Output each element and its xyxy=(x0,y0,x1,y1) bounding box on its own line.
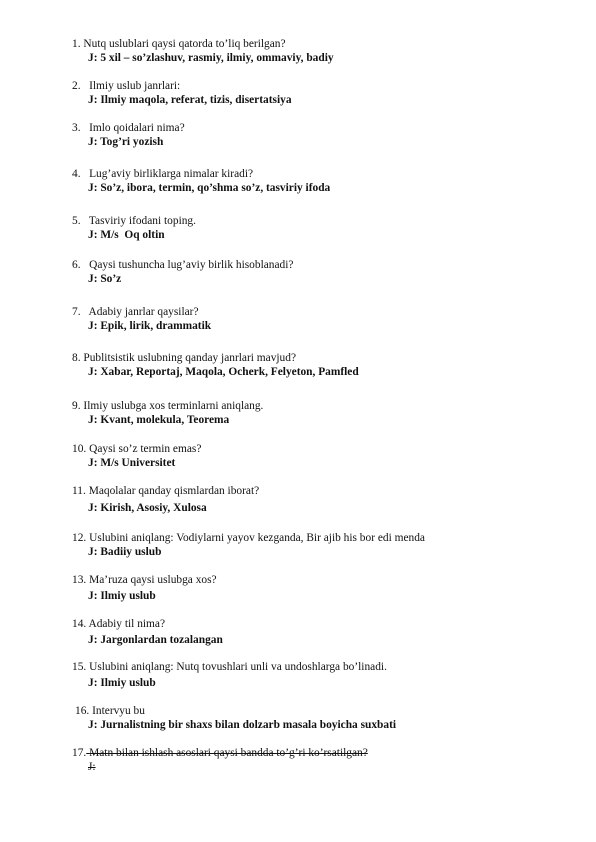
question-number: 3. xyxy=(72,122,81,134)
answer-text: J: Xabar, Reportaj, Maqola, Ocherk, Felyeton, Pamfled xyxy=(88,366,359,378)
question-label: Publitsistik uslubning qanday janrlari mavjud? xyxy=(83,352,297,364)
answer-text: J: 5 xil – so’zlashuv, rasmiy, ilmiy, ommaviy, badiy xyxy=(88,52,334,64)
question-block-9 xyxy=(72,399,572,427)
question-label: Adabiy til nima? xyxy=(88,618,166,630)
question-block-5 xyxy=(72,214,572,242)
answer-text: J: Epik, lirik, drammatik xyxy=(88,320,212,332)
question-block-3 xyxy=(72,121,572,149)
answer-text: J: Kvant, molekula, Teorema xyxy=(88,414,230,426)
question-number: 1. xyxy=(72,38,81,50)
question-block-6 xyxy=(72,258,572,286)
question-label: Ilmiy uslub janrlari: xyxy=(89,80,181,92)
question-text xyxy=(72,660,572,674)
question-text xyxy=(72,484,572,498)
question-label: Qaysi tushuncha lug’aviy birlik hisoblanadi? xyxy=(89,259,294,271)
question-block-15 xyxy=(72,660,572,690)
question-block-4 xyxy=(72,167,572,195)
answer-text: J: Badiiy uslub xyxy=(88,546,162,558)
answer-text: J: Ilmiy uslub xyxy=(88,590,156,602)
answer-text: J: So’z, ibora, termin, qo’shma so’z, tasviriy ifoda xyxy=(88,182,331,194)
answer-text: J: Ilmiy maqola, referat, tizis, disertatsiya xyxy=(88,94,292,106)
question-block-7 xyxy=(72,305,572,333)
question-number: 17. xyxy=(72,747,87,759)
question-block-14 xyxy=(72,617,572,647)
question-label: Nutq uslublari qaysi qatorda to’liq berilgan? xyxy=(83,38,286,50)
answer-text: J: Jurnalistning bir shaxs bilan dolzarb masala boyicha suxbati xyxy=(88,719,397,731)
question-text xyxy=(72,442,572,456)
question-text xyxy=(72,167,572,181)
question-block-16 xyxy=(75,704,575,732)
answer-text: J: M/s Oq oltin xyxy=(88,229,165,241)
question-block-17 xyxy=(72,746,572,774)
question-text xyxy=(72,399,572,413)
question-text xyxy=(72,305,572,319)
question-number: 12. xyxy=(72,532,87,544)
question-label: Qaysi so’z termin emas? xyxy=(89,443,202,455)
question-number: 2. xyxy=(72,80,81,92)
question-text xyxy=(72,617,572,631)
question-label: Ma’ruza qaysi uslubga xos? xyxy=(89,574,217,586)
question-number: 9. xyxy=(72,400,81,412)
question-block-13 xyxy=(72,573,572,603)
question-block-8 xyxy=(72,351,572,379)
question-number: 7. xyxy=(72,306,81,318)
question-label: Uslubini aniqlang: Nutq tovushlari unli va undoshlarga bo’linadi. xyxy=(89,661,387,673)
answer-text: J: Ilmiy uslub xyxy=(88,677,156,689)
answer-text: J: M/s Universitet xyxy=(88,457,176,469)
question-text xyxy=(72,573,572,587)
question-block-11 xyxy=(72,484,572,515)
question-label: Intervyu bu xyxy=(92,705,145,717)
question-text xyxy=(72,258,572,272)
question-block-10 xyxy=(72,442,572,470)
question-label: Matn bilan ishlash asoslari qaysi bandda to’g’ri ko’rsatilgan? xyxy=(89,747,368,759)
question-label: Tasviriy ifodani toping. xyxy=(88,215,196,227)
question-block-2 xyxy=(72,79,572,107)
question-text xyxy=(72,214,572,228)
question-text xyxy=(72,121,572,135)
question-label: Adabiy janrlar qaysilar? xyxy=(88,306,199,318)
question-label: Uslubini aniqlang: Vodiylarni yayov kezganda, Bir ajib his bor edi menda xyxy=(89,532,425,544)
question-number: 16. xyxy=(75,705,90,717)
question-number: 6. xyxy=(72,259,81,271)
answer-text: J: Jargonlardan tozalangan xyxy=(88,634,223,646)
question-number: 11. xyxy=(72,485,86,497)
question-label: Ilmiy uslubga xos terminlarni aniqlang. xyxy=(83,400,264,412)
answer-label: J: xyxy=(88,761,96,773)
question-text xyxy=(72,351,572,365)
answer-text: J: Tog’ri yozish xyxy=(88,136,164,148)
question-number: 8. xyxy=(72,352,81,364)
question-number: 14. xyxy=(72,618,87,630)
question-number: 13. xyxy=(72,574,87,586)
question-label: Lug’aviy birliklarga nimalar kiradi? xyxy=(89,168,254,180)
question-label: Maqolalar qanday qismlardan iborat? xyxy=(88,485,260,497)
question-number: 5. xyxy=(72,215,81,227)
answer-text: J: Kirish, Asosiy, Xulosa xyxy=(88,502,207,514)
question-number: 10. xyxy=(72,443,87,455)
question-label: Imlo qoidalari nima? xyxy=(89,122,185,134)
question-text xyxy=(72,79,572,93)
answer-text xyxy=(72,760,572,774)
question-number: 4. xyxy=(72,168,81,180)
question-text xyxy=(75,704,575,718)
question-block-12 xyxy=(72,531,572,559)
question-text xyxy=(72,37,572,51)
question-text xyxy=(72,531,572,545)
question-block-1 xyxy=(72,37,572,65)
answer-text: J: So’z xyxy=(88,273,122,285)
question-number: 15. xyxy=(72,661,87,673)
question-text xyxy=(72,746,572,760)
